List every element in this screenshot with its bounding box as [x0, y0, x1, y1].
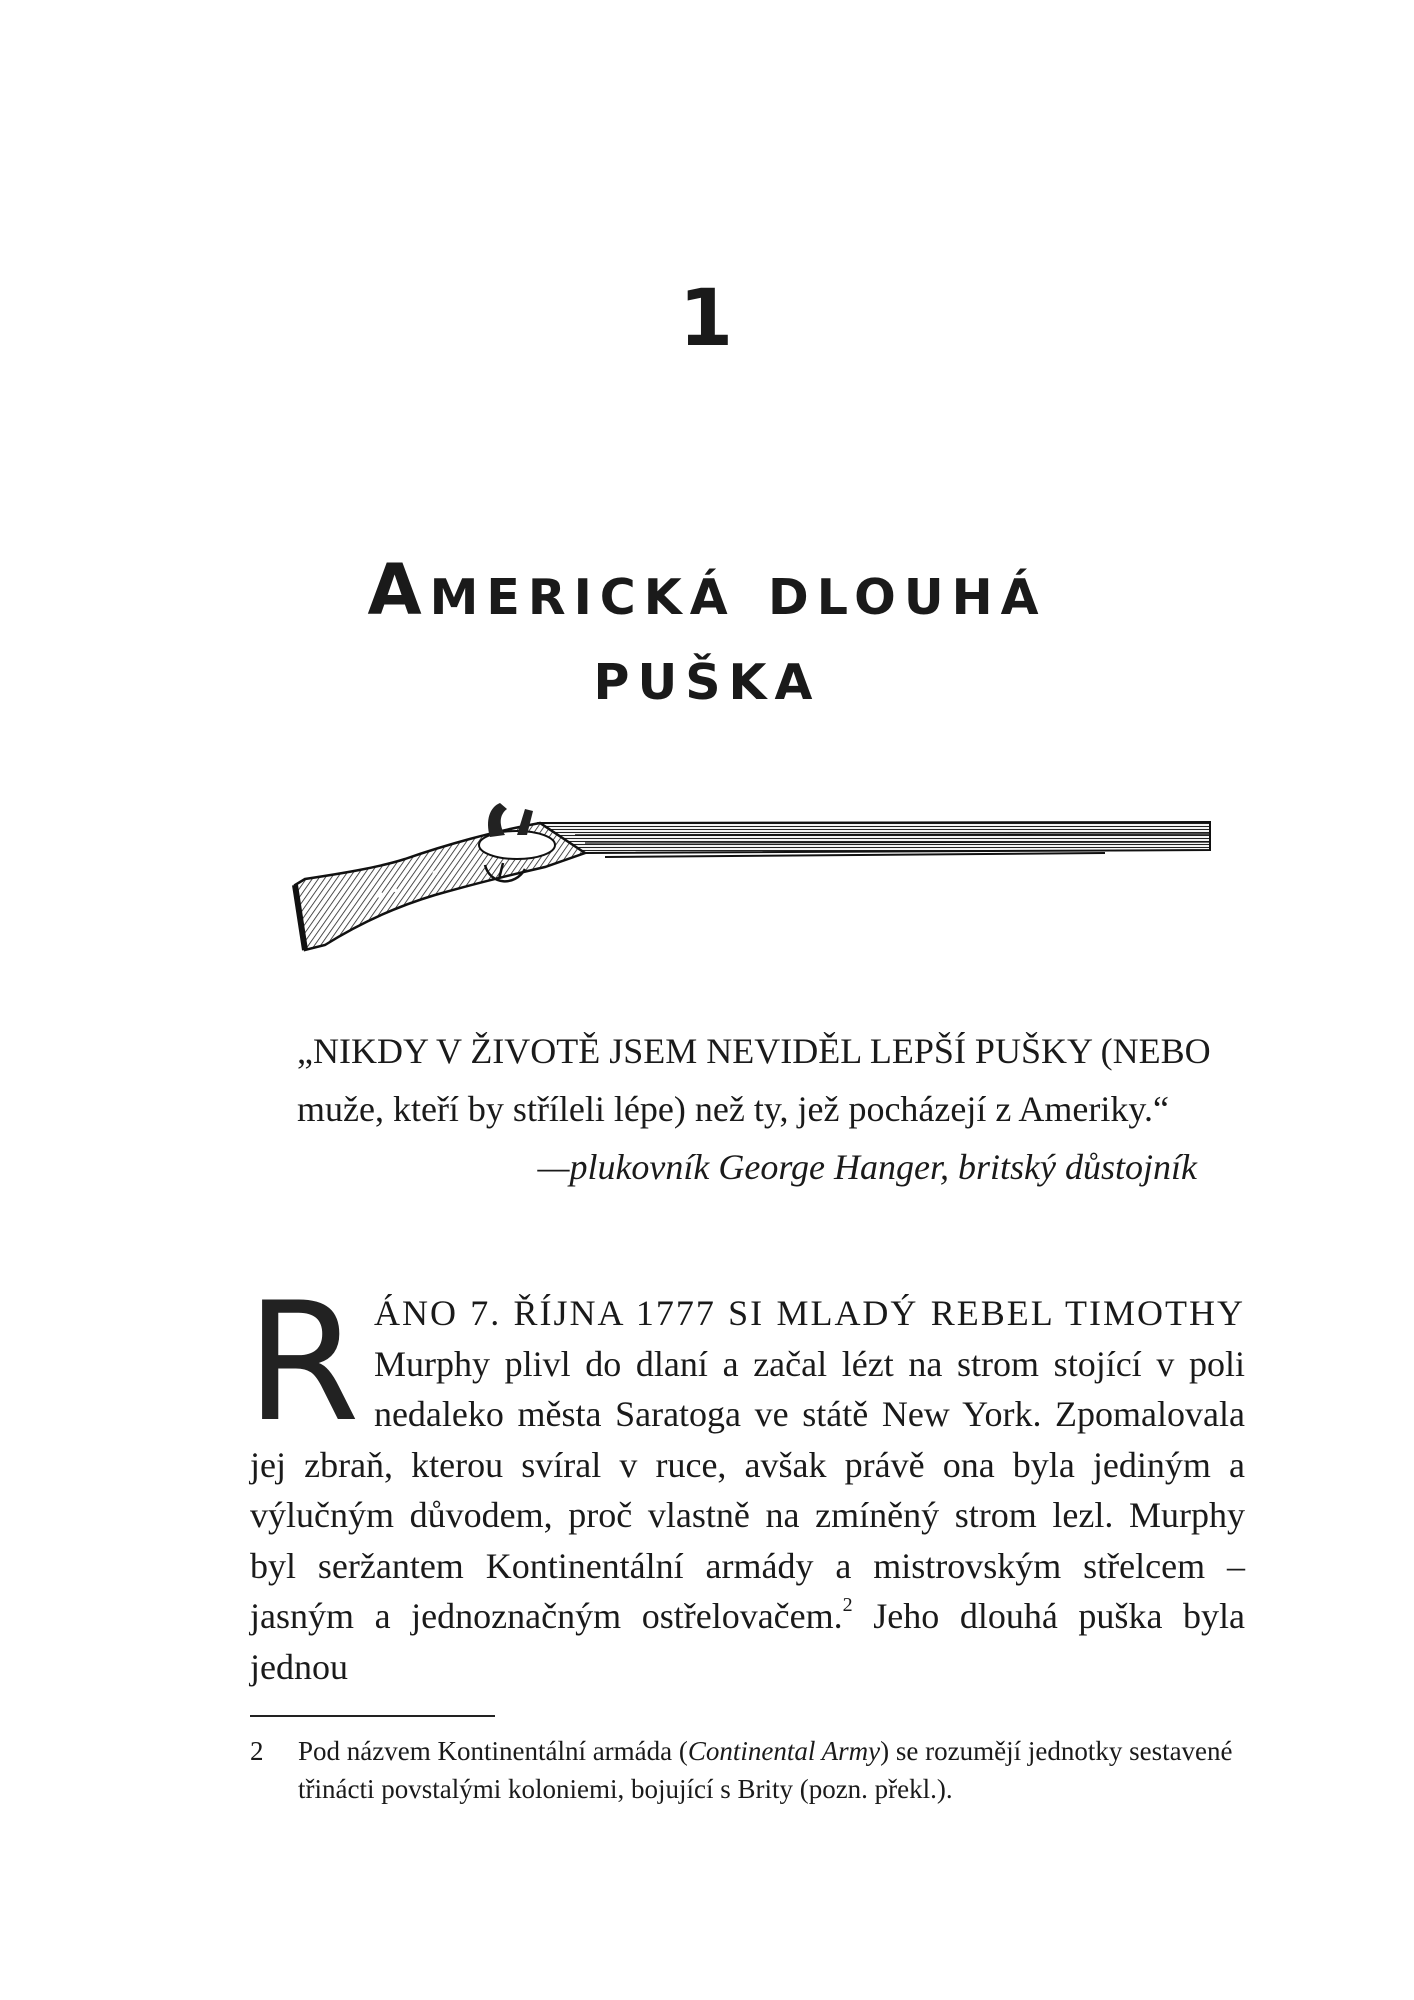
footnote-text	[298, 1732, 1250, 1808]
footnote-text-end: ) se rozumějí jednotky sestavené třinácti povstalými koloniemi, bojující s Brity (pozn. překl.).	[298, 1736, 1233, 1804]
epigraph-line-1: „NIKDY V ŽIVOTĚ JSEM NEVIDĚL LEPŠÍ PUŠKY (NEBO	[297, 1031, 1211, 1071]
footnote-number: 2	[250, 1736, 264, 1766]
drop-cap: R	[246, 1267, 360, 1458]
footnote-reference[interactable]: 2	[842, 1594, 853, 1616]
chapter-number: 1	[678, 274, 736, 364]
lead-in-caps: ÁNO 7. ŘÍJNA 1777 SI MLADÝ REBEL TIMOTHY	[373, 1293, 1245, 1333]
epigraph-line-2: muže, kteří by stříleli lépe) než ty, jež pocházejí z Ameriky.“	[297, 1089, 1169, 1129]
chapter-title	[140, 548, 1274, 719]
epigraph-attribution: —plukovník George Hanger, britský důstojník	[537, 1147, 1197, 1187]
footnote	[250, 1732, 1250, 1808]
body-text: Murphy plivl do dlaní a začal lézt na strom stojící v poli nedaleko města Saratoga ve státě New York. Zpomalovala jej zbraň, kterou svíral v ruce, avšak právě ona byla jediným a výlučným důvodem, proč vlastně na zmíněný strom lezl. Murphy byl seržantem Kontinentální armády a mistrovským střelcem – jasným a jednoznačným ostřelovačem.	[250, 1343, 1245, 1636]
flintlock-rifle-icon	[285, 795, 1215, 965]
chapter-title-line-2: puška	[593, 634, 821, 717]
footnote-divider	[250, 1715, 495, 1717]
body-text-continued: Jeho dlouhá puška byla jednou	[250, 1596, 1246, 1687]
footnote-italic-term: Continental Army	[687, 1736, 881, 1766]
body-paragraph	[246, 1267, 1246, 1692]
chapter-title-line-1: Americká dlouhá	[367, 549, 1047, 631]
epigraph	[297, 1022, 1227, 1196]
footnote-text-start: Pod názvem Kontinentální armáda (	[298, 1736, 688, 1766]
